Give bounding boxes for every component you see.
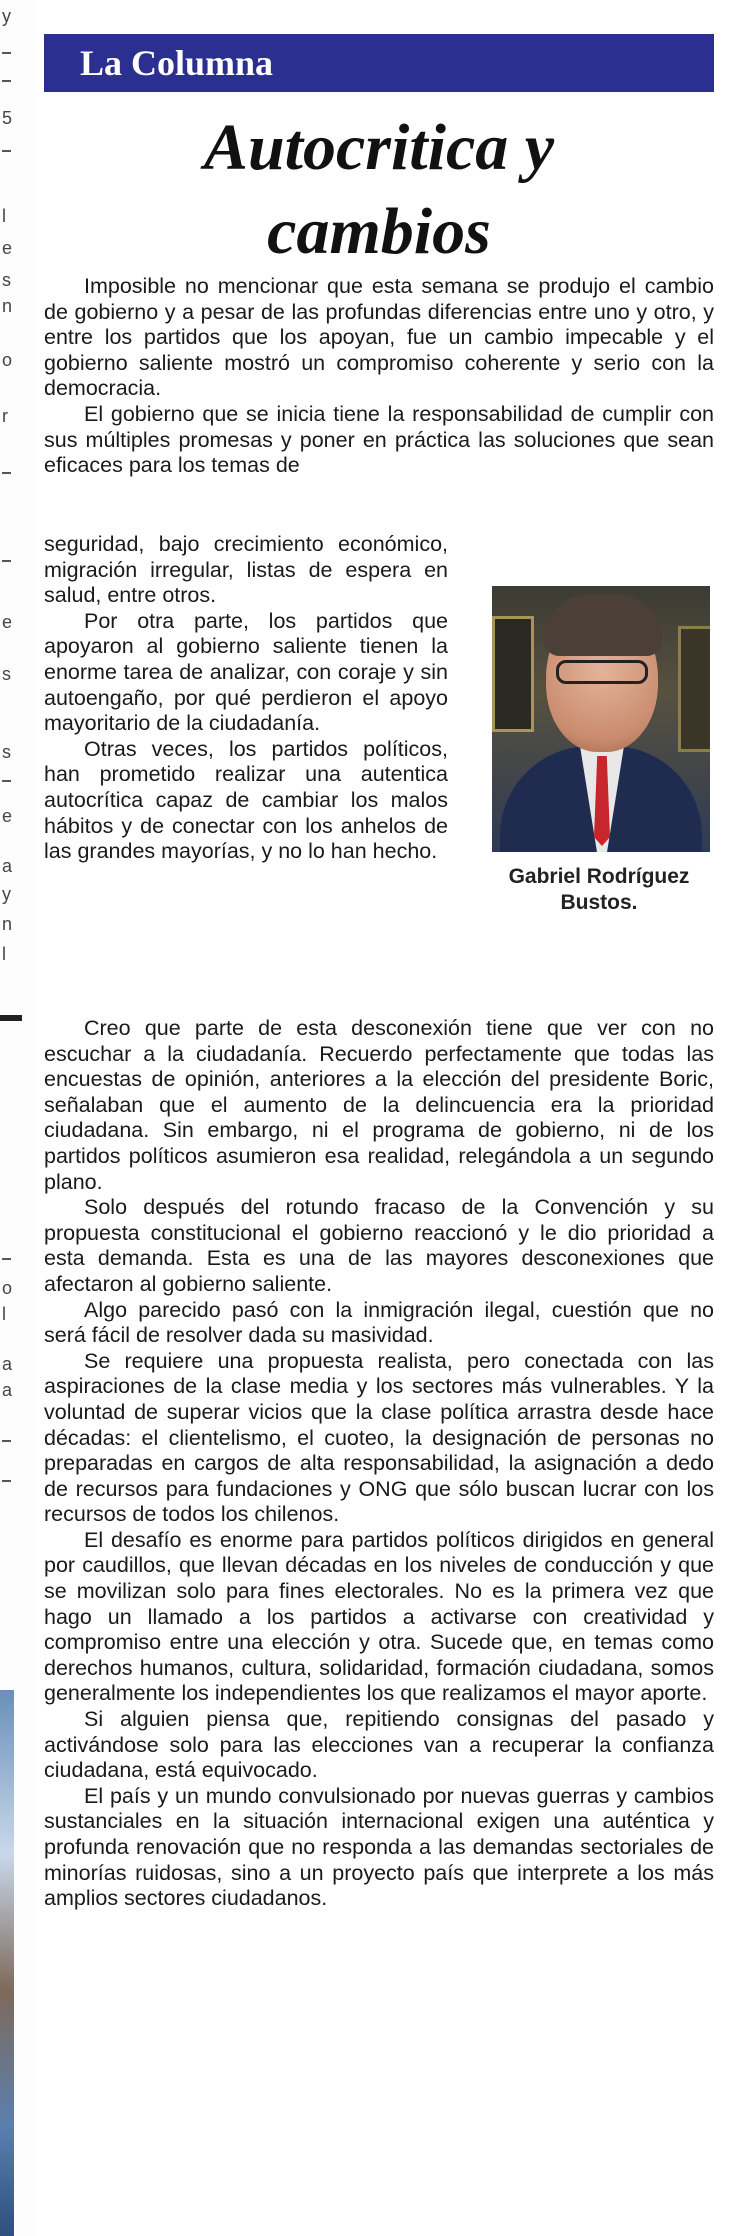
- margin-mark: l: [2, 206, 6, 226]
- margin-dash: [2, 80, 11, 82]
- article-headline: [44, 106, 714, 274]
- article-body-top: [44, 274, 714, 479]
- margin-dash: [2, 52, 11, 54]
- margin-mark: s: [2, 664, 11, 684]
- margin-dash: [2, 150, 11, 152]
- margin-mark: r: [2, 406, 8, 426]
- paragraph: Imposible no mencionar que esta semana se produjo el cambio de gobierno y a pesar de las profundas diferencias entre uno y otro, y entre los partidos que los apoyan, fue un cambio impecable y el gobierno saliente mostró un compromiso coherente y serio con la democracia.: [44, 274, 714, 401]
- paragraph: Otras veces, los partidos políticos, han prometido realizar una autentica autocrítica capaz de cambiar los malos hábitos y de conectar con los anhelos de las grandes mayorías, y no lo han hecho.: [44, 736, 448, 864]
- margin-mark: a: [2, 1380, 13, 1400]
- author-photo: [492, 586, 710, 852]
- author-figure: [484, 586, 714, 916]
- margin-dash: [2, 780, 11, 782]
- margin-mark: o: [2, 1278, 13, 1298]
- margin-mark: y: [2, 6, 11, 26]
- margin-mark: a: [2, 1354, 13, 1374]
- margin-dash: [2, 472, 11, 474]
- paragraph: Si alguien piensa que, repitiendo consignas del pasado y activándose solo para las elecciones van a recuperar la confianza ciudadana, está equivocado.: [44, 1707, 714, 1783]
- paragraph: El gobierno que se inicia tiene la responsabilidad de cumplir con sus múltiples promesas y poner en práctica las soluciones que sean eficaces para los temas de: [44, 401, 714, 478]
- margin-mark: e: [2, 238, 13, 258]
- margin-mark: a: [2, 856, 13, 876]
- margin-mark: s: [2, 270, 11, 290]
- paragraph: El país y un mundo convulsionado por nuevas guerras y cambios sustanciales en la situación internacional exigen una auténtica y profunda renovación que no responda a las demandas sectoriales de minorías ruidosas, sino a un proyecto país que interprete a los más amplios sectores ciudadanos.: [44, 1783, 714, 1911]
- margin-mark: e: [2, 806, 13, 826]
- margin-mark: e: [2, 612, 13, 632]
- caption-name: Gabriel Rodríguez: [508, 865, 690, 888]
- margin-dash: [2, 1480, 11, 1482]
- paragraph: seguridad, bajo crecimiento económico, migración irregular, listas de espera en salud, entre otros.: [44, 532, 448, 608]
- margin-mark: o: [2, 350, 13, 370]
- margin-mark: n: [2, 914, 13, 934]
- margin-dash: [2, 560, 11, 562]
- paragraph: El desafío es enorme para partidos políticos dirigidos en general por caudillos, que llevan décadas en los niveles de conducción y que se movilizan solo para fines electorales. No es la primera vez que hago un llamado a los partidos a activarse con creatividad y compromiso entre una elección y otra. Sucede que, en temas como derechos humanos, cultura, solidaridad, formación ciudadana, somos generalmente los independientes los que realizamos el mayor aporte.: [44, 1527, 714, 1706]
- headline-line-2: cambios: [267, 195, 491, 268]
- margin-dash: [2, 1440, 11, 1442]
- paragraph: Creo que parte de esta desconexión tiene que ver con no escuchar a la ciudadanía. Recuerdo perfectamente que todas las encuestas de opinión, anteriores a la elección del presidente Boric, señalaban que el aumento de la delincuencia era la prioridad ciudadana. Sin embargo, ni el programa de gobierno, ni de los partidos políticos asumieron esa realidad, relegándola a un segundo plano.: [44, 1016, 714, 1194]
- margin-mark: 5: [2, 108, 13, 128]
- margin-mark: l: [2, 1304, 6, 1324]
- photo-caption: [484, 864, 714, 916]
- margin-rule: [0, 1015, 22, 1021]
- paragraph: Por otra parte, los partidos que apoyaron al gobierno saliente tienen la enorme tarea de analizar, con coraje y sin autoengaño, por qué perdieron el apoyo mayoritario de la ciudadanía.: [44, 608, 448, 736]
- headline-line-1: Autocritica y: [203, 111, 555, 184]
- margin-mark: l: [2, 944, 6, 964]
- margin-mark: y: [2, 884, 11, 904]
- section-title-bar: [44, 34, 714, 92]
- article-body-narrow: [44, 532, 448, 865]
- caption-surname: Bustos.: [560, 891, 638, 914]
- article-body-bottom: [44, 1016, 714, 1912]
- adjacent-photo-edge: [0, 1690, 14, 2236]
- adjacent-page-strip: [0, 0, 38, 2236]
- margin-mark: n: [2, 296, 13, 316]
- margin-dash: [2, 1258, 11, 1260]
- margin-mark: s: [2, 742, 11, 762]
- section-title: La Columna: [80, 43, 274, 83]
- paragraph: Algo parecido pasó con la inmigración ilegal, cuestión que no será fácil de resolver dada su masividad.: [44, 1297, 714, 1348]
- paragraph: Se requiere una propuesta realista, pero conectada con las aspiraciones de la clase media y los sectores más vulnerables. Y la voluntad de superar vicios que la clase política arrastra desde hace décadas: el clientelismo, el cuoteo, la designación de personas no preparadas en cargos de alta responsabilidad, la asignación a dedo de recursos para fundaciones y ONG que sólo buscan lucrar con los recursos de todos los chilenos.: [44, 1348, 714, 1527]
- paragraph: Solo después del rotundo fracaso de la Convención y su propuesta constitucional el gobierno reaccionó y le dio prioridad a esta demanda. Esta es una de las mayores desconexiones que afectaron al gobierno saliente.: [44, 1195, 714, 1296]
